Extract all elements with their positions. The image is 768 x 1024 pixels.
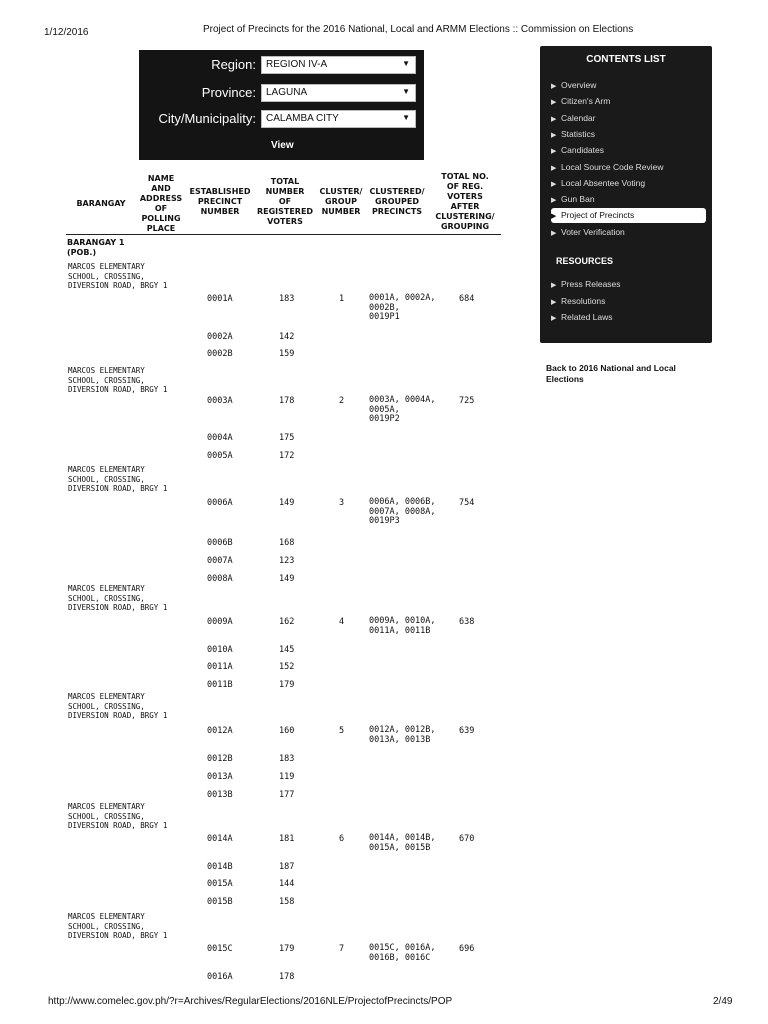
bullet-arrow-icon: ▶ bbox=[551, 298, 557, 306]
sidebar-item-citizen-s-arm[interactable] bbox=[551, 94, 706, 109]
province-row bbox=[139, 82, 424, 104]
registered-voters: 187 bbox=[279, 862, 295, 872]
resources-title: RESOURCES bbox=[556, 256, 614, 266]
total-after-clustering: 684 bbox=[459, 294, 475, 304]
column-header: TOTAL NO. OF REG. VOTERS AFTER CLUSTERING/ GROUPING bbox=[435, 172, 495, 231]
cluster-number: 1 bbox=[339, 294, 345, 304]
table-header bbox=[66, 172, 501, 235]
chevron-down-icon: ▼ bbox=[402, 87, 410, 96]
precinct-number: 0001A bbox=[207, 294, 233, 304]
cluster-number: 6 bbox=[339, 834, 345, 844]
region-row bbox=[139, 54, 424, 76]
precinct-number: 0011A bbox=[207, 662, 233, 672]
total-after-clustering: 638 bbox=[459, 617, 475, 627]
bullet-arrow-icon: ▶ bbox=[551, 164, 557, 172]
sidebar-item-voter-verification[interactable] bbox=[551, 225, 706, 240]
precinct-number: 0003A bbox=[207, 396, 233, 406]
polling-place: MARCOS ELEMENTARY SCHOOL, CROSSING, DIVERSION ROAD, BRGY 1 bbox=[68, 802, 168, 830]
page-title: Project of Precincts for the 2016 National, Local and ARMM Elections :: Commission on Elections bbox=[203, 24, 634, 35]
registered-voters: 172 bbox=[279, 451, 295, 461]
polling-place: MARCOS ELEMENTARY SCHOOL, CROSSING, DIVERSION ROAD, BRGY 1 bbox=[68, 465, 168, 493]
polling-place: MARCOS ELEMENTARY SCHOOL, CROSSING, DIVERSION ROAD, BRGY 1 bbox=[68, 366, 168, 394]
cluster-number: 5 bbox=[339, 726, 345, 736]
grouped-precincts: 0003A, 0004A, 0005A, 0019P2 bbox=[369, 395, 436, 424]
precinct-number: 0014A bbox=[207, 834, 233, 844]
grouped-precincts: 0006A, 0006B, 0007A, 0008A, 0019P3 bbox=[369, 497, 436, 526]
bullet-arrow-icon: ▶ bbox=[551, 197, 557, 205]
province-select[interactable] bbox=[261, 84, 416, 102]
view-button[interactable]: View bbox=[271, 140, 294, 151]
polling-place: MARCOS ELEMENTARY SCHOOL, CROSSING, DIVERSION ROAD, BRGY 1 bbox=[68, 692, 168, 720]
total-after-clustering: 639 bbox=[459, 726, 475, 736]
bullet-arrow-icon: ▶ bbox=[551, 315, 557, 322]
registered-voters: 177 bbox=[279, 790, 295, 800]
bullet-arrow-icon: ▶ bbox=[551, 115, 557, 123]
registered-voters: 181 bbox=[279, 834, 295, 844]
registered-voters: 158 bbox=[279, 897, 295, 907]
city-label: City/Municipality: bbox=[158, 111, 256, 126]
registered-voters: 179 bbox=[279, 680, 295, 690]
registered-voters: 145 bbox=[279, 645, 295, 655]
bullet-arrow-icon: ▶ bbox=[551, 282, 557, 289]
page-number: 2/49 bbox=[713, 996, 733, 1007]
resource-item-label: Related Laws bbox=[561, 312, 613, 322]
sidebar-item-label: Candidates bbox=[561, 145, 605, 156]
precinct-number: 0013B bbox=[207, 790, 233, 800]
column-header: TOTAL NUMBER OF REGISTERED VOTERS bbox=[256, 177, 314, 226]
chevron-down-icon: ▼ bbox=[402, 113, 410, 122]
registered-voters: 160 bbox=[279, 726, 295, 736]
registered-voters: 123 bbox=[279, 556, 295, 566]
column-header: NAME AND ADDRESS OF POLLING PLACE bbox=[139, 174, 183, 233]
cluster-number: 4 bbox=[339, 617, 345, 627]
resource-item-label: Resolutions bbox=[561, 295, 606, 306]
grouped-precincts: 0009A, 0010A, 0011A, 0011B bbox=[369, 616, 436, 636]
resource-item-resolutions[interactable] bbox=[551, 294, 706, 309]
sidebar-item-label: Local Source Code Review bbox=[561, 161, 664, 172]
registered-voters: 144 bbox=[279, 879, 295, 889]
precinct-number: 0012B bbox=[207, 754, 233, 764]
filter-panel bbox=[139, 50, 424, 160]
registered-voters: 162 bbox=[279, 617, 295, 627]
grouped-precincts: 0001A, 0002A, 0002B, 0019P1 bbox=[369, 293, 436, 322]
registered-voters: 152 bbox=[279, 662, 295, 672]
precinct-number: 0016A bbox=[207, 972, 233, 982]
registered-voters: 119 bbox=[279, 772, 295, 782]
sidebar-item-label: Statistics bbox=[561, 128, 596, 139]
precinct-number: 0015C bbox=[207, 944, 233, 954]
polling-place: MARCOS ELEMENTARY SCHOOL, CROSSING, DIVERSION ROAD, BRGY 1 bbox=[68, 912, 168, 940]
grouped-precincts: 0014A, 0014B, 0015A, 0015B bbox=[369, 833, 436, 853]
registered-voters: 168 bbox=[279, 538, 295, 548]
bullet-arrow-icon: ▶ bbox=[551, 148, 557, 156]
print-date: 1/12/2016 bbox=[44, 27, 89, 38]
sidebar-item-label: Overview bbox=[561, 80, 597, 90]
province-value: LAGUNA bbox=[266, 87, 308, 98]
grouped-precincts: 0012A, 0012B, 0013A, 0013B bbox=[369, 725, 436, 745]
registered-voters: 149 bbox=[279, 498, 295, 508]
sidebar-item-label: Gun Ban bbox=[561, 194, 595, 205]
registered-voters: 183 bbox=[279, 294, 295, 304]
region-select[interactable] bbox=[261, 56, 416, 74]
precinct-number: 0012A bbox=[207, 726, 233, 736]
barangay-name: BARANGAY 1 (POB.) bbox=[67, 238, 125, 257]
total-after-clustering: 754 bbox=[459, 498, 475, 508]
resource-item-label: Press Releases bbox=[561, 279, 621, 289]
sidebar-item-candidates[interactable] bbox=[551, 143, 706, 158]
registered-voters: 178 bbox=[279, 972, 295, 982]
registered-voters: 183 bbox=[279, 754, 295, 764]
region-label: Region: bbox=[211, 57, 256, 72]
precinct-number: 0009A bbox=[207, 617, 233, 627]
footer-url: http://www.comelec.gov.ph/?r=Archives/RegularElections/2016NLE/ProjectofPrecincts/POP bbox=[48, 996, 453, 1007]
bullet-arrow-icon: ▶ bbox=[551, 83, 557, 90]
registered-voters: 159 bbox=[279, 349, 295, 359]
sidebar-item-label: Voter Verification bbox=[561, 226, 625, 237]
sidebar-item-label: Calendar bbox=[561, 112, 596, 123]
total-after-clustering: 725 bbox=[459, 396, 475, 406]
total-after-clustering: 696 bbox=[459, 944, 475, 954]
sidebar-item-local-absentee-voting[interactable] bbox=[551, 176, 706, 191]
precinct-number: 0014B bbox=[207, 862, 233, 872]
precinct-number: 0015A bbox=[207, 879, 233, 889]
back-link[interactable]: Back to 2016 National and Local Elections bbox=[546, 363, 676, 384]
sidebar-item-local-source-code-review[interactable] bbox=[551, 160, 706, 175]
sidebar-item-gun-ban[interactable] bbox=[551, 192, 706, 207]
sidebar-item-label: Project of Precincts bbox=[561, 210, 635, 221]
sidebar-item-label: Citizen's Arm bbox=[561, 96, 611, 107]
bullet-arrow-icon: ▶ bbox=[551, 229, 557, 237]
bullet-arrow-icon: ▶ bbox=[551, 99, 557, 107]
precinct-number: 0011B bbox=[207, 680, 233, 690]
cluster-number: 2 bbox=[339, 396, 345, 406]
precinct-number: 0005A bbox=[207, 451, 233, 461]
sidebar-item-statistics[interactable] bbox=[551, 127, 706, 142]
cluster-number: 3 bbox=[339, 498, 345, 508]
contents-sidebar bbox=[540, 46, 712, 343]
polling-place: MARCOS ELEMENTARY SCHOOL, CROSSING, DIVERSION ROAD, BRGY 1 bbox=[68, 262, 168, 290]
column-header: BARANGAY bbox=[76, 199, 126, 208]
cluster-number: 7 bbox=[339, 944, 345, 954]
sidebar-item-calendar[interactable] bbox=[551, 111, 706, 126]
resource-item-press-releases[interactable] bbox=[551, 277, 706, 292]
province-label: Province: bbox=[201, 85, 256, 100]
precinct-number: 0015B bbox=[207, 897, 233, 907]
precinct-number: 0006B bbox=[207, 538, 233, 548]
registered-voters: 179 bbox=[279, 944, 295, 954]
column-header: CLUSTERED/ GROUPED PRECINCTS bbox=[369, 187, 425, 216]
column-header: CLUSTER/ GROUP NUMBER bbox=[319, 187, 363, 216]
precinct-number: 0008A bbox=[207, 574, 233, 584]
precinct-number: 0002B bbox=[207, 349, 233, 359]
column-header: ESTABLISHED PRECINCT NUMBER bbox=[189, 187, 251, 216]
precinct-number: 0004A bbox=[207, 433, 233, 443]
registered-voters: 175 bbox=[279, 433, 295, 443]
chevron-down-icon: ▼ bbox=[402, 59, 410, 68]
bullet-arrow-icon: ▶ bbox=[551, 213, 557, 221]
precinct-number: 0013A bbox=[207, 772, 233, 782]
bullet-arrow-icon: ▶ bbox=[551, 131, 557, 139]
precinct-number: 0007A bbox=[207, 556, 233, 566]
grouped-precincts: 0015C, 0016A, 0016B, 0016C bbox=[369, 943, 436, 963]
registered-voters: 178 bbox=[279, 396, 295, 406]
total-after-clustering: 670 bbox=[459, 834, 475, 844]
registered-voters: 149 bbox=[279, 574, 295, 584]
registered-voters: 142 bbox=[279, 332, 295, 342]
sidebar-item-project-of-precincts[interactable] bbox=[551, 208, 706, 223]
resource-item-related-laws[interactable] bbox=[551, 310, 706, 325]
sidebar-title: CONTENTS LIST bbox=[586, 54, 666, 65]
polling-place: MARCOS ELEMENTARY SCHOOL, CROSSING, DIVERSION ROAD, BRGY 1 bbox=[68, 584, 168, 612]
sidebar-item-label: Local Absentee Voting bbox=[561, 177, 646, 188]
city-value: CALAMBA CITY bbox=[266, 113, 339, 124]
city-select[interactable] bbox=[261, 110, 416, 128]
precinct-number: 0002A bbox=[207, 332, 233, 342]
region-value: REGION IV-A bbox=[266, 59, 328, 70]
sidebar-item-overview[interactable] bbox=[551, 78, 706, 93]
bullet-arrow-icon: ▶ bbox=[551, 180, 557, 188]
precinct-number: 0010A bbox=[207, 645, 233, 655]
precinct-number: 0006A bbox=[207, 498, 233, 508]
city-row bbox=[139, 108, 424, 130]
